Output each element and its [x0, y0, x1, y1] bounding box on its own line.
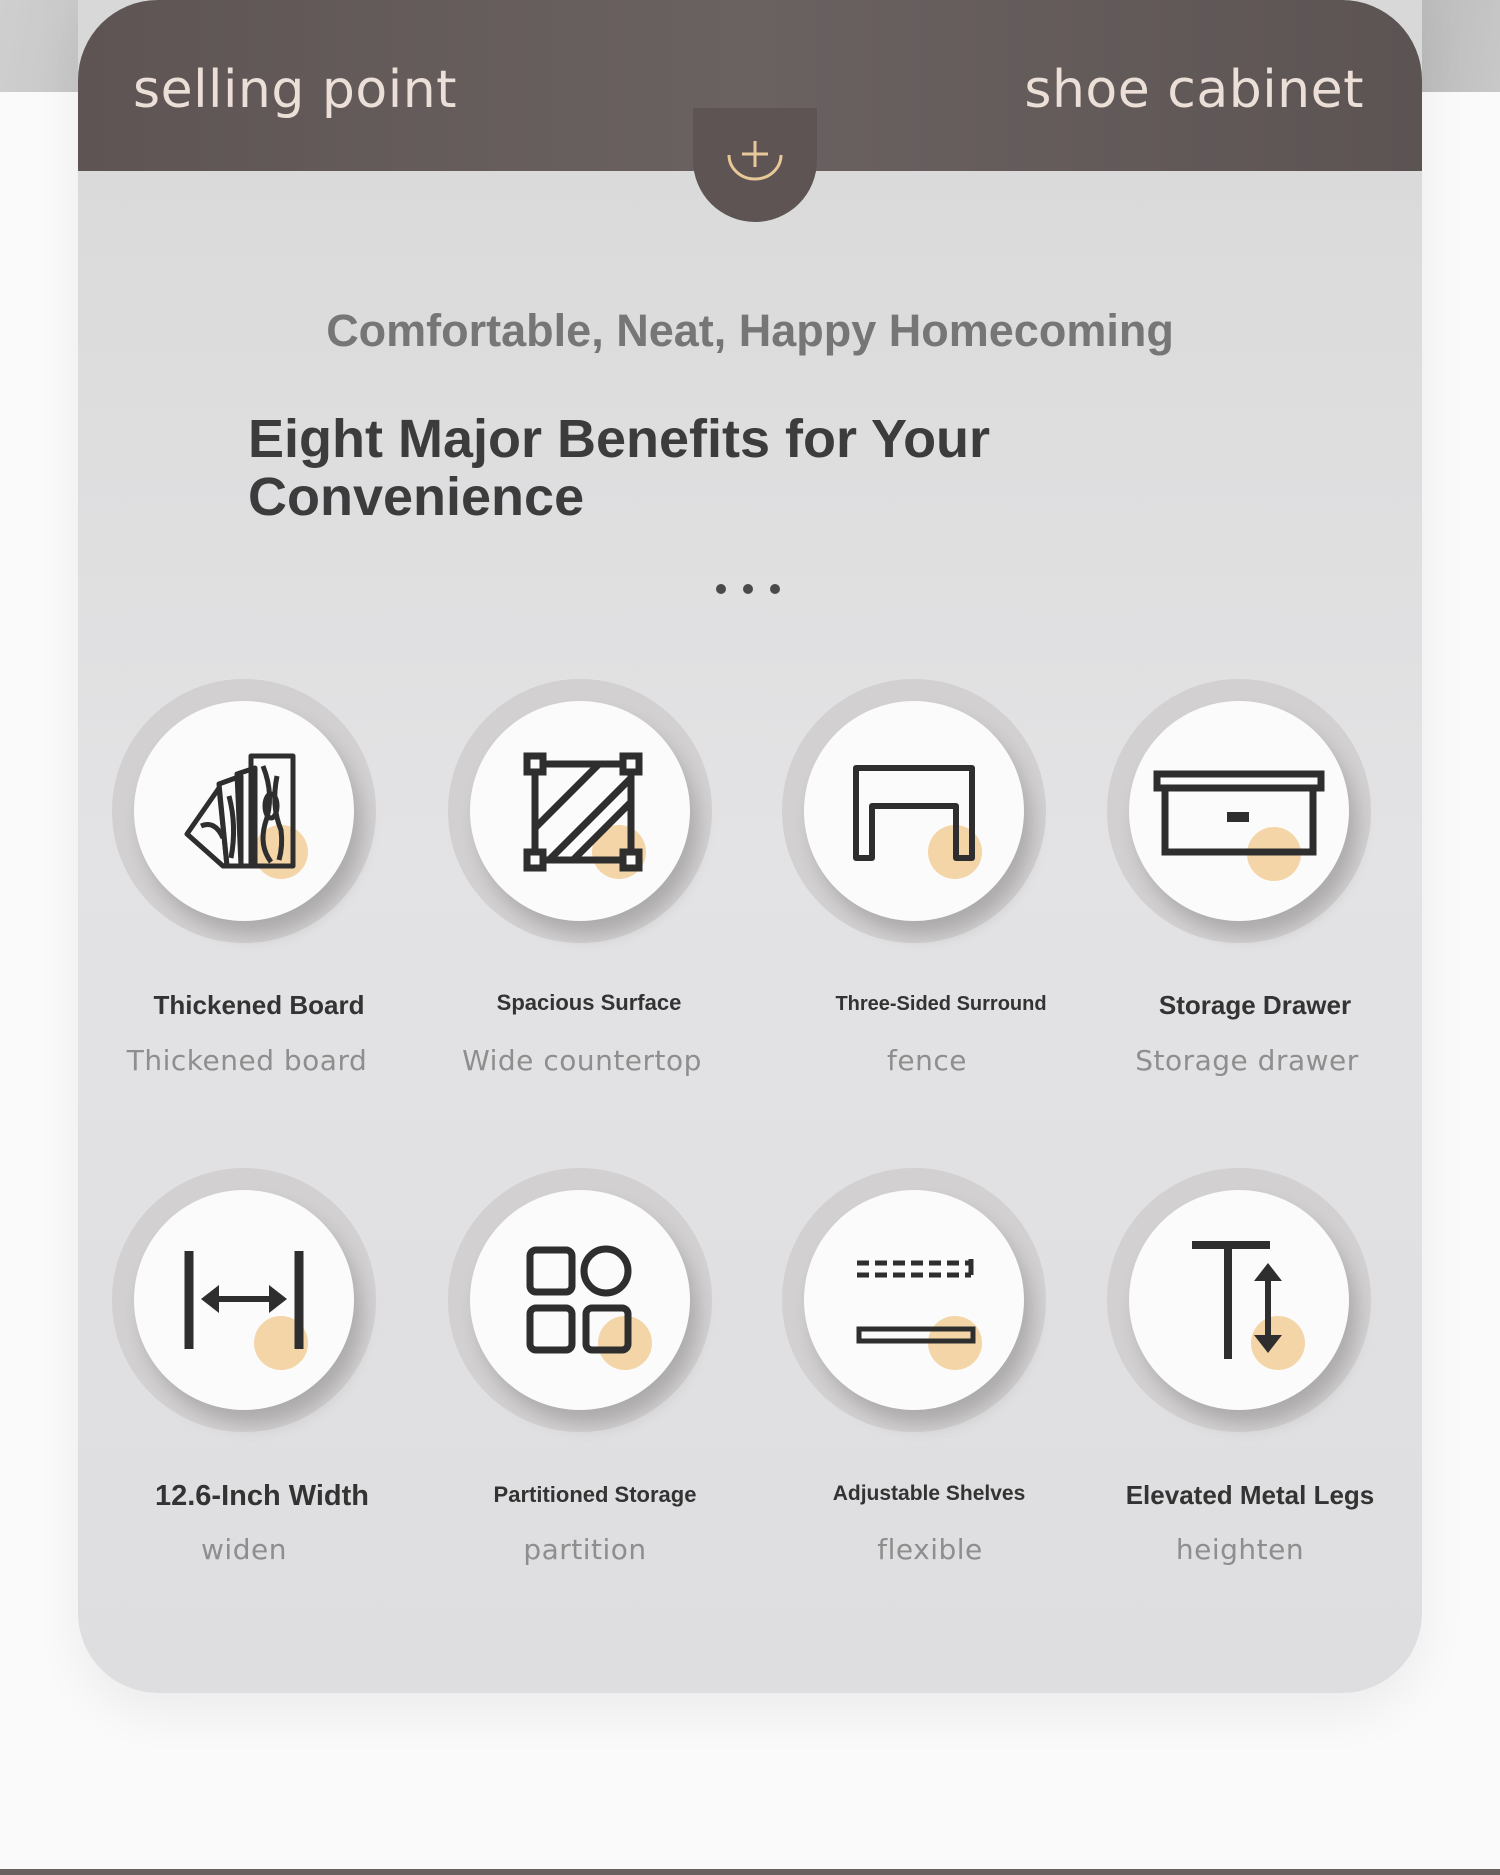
- grid-partition-icon: [520, 1240, 640, 1360]
- feature-badge-adjustable-shelves: [782, 1168, 1046, 1432]
- feature-badge-storage-drawer: [1107, 679, 1371, 943]
- plus-circle-icon: [723, 133, 787, 181]
- feature-title: Three-Sided Surround: [835, 993, 1047, 1015]
- feature-subtitle: heighten: [1175, 1533, 1305, 1566]
- crop-square-icon: [515, 746, 645, 876]
- adjustable-shelf-icon: [849, 1245, 979, 1355]
- header-right-label: shoe cabinet: [1024, 60, 1364, 120]
- bottom-edge: [0, 1869, 1500, 1875]
- height-arrow-icon: [1184, 1235, 1294, 1365]
- feature-badge-partitioned-storage: [448, 1168, 712, 1432]
- divider-dot: [743, 584, 753, 594]
- feature-title: Elevated Metal Legs: [1125, 1480, 1375, 1510]
- feature-badge-width: [112, 1168, 376, 1432]
- feature-title: Spacious Surface: [496, 990, 682, 1015]
- divider-dot: [770, 584, 780, 594]
- drawer-icon: [1149, 756, 1329, 866]
- feature-title: Partitioned Storage: [493, 1482, 697, 1507]
- feature-title: Thickened Board: [153, 990, 365, 1020]
- ellipsis-divider: [716, 584, 780, 594]
- feature-title: 12.6-Inch Width: [154, 1480, 370, 1512]
- feature-subtitle: Thickened board: [126, 1044, 368, 1077]
- feature-subtitle: fence: [887, 1044, 967, 1077]
- feature-subtitle: Wide countertop: [462, 1044, 702, 1077]
- feature-subtitle: widen: [201, 1533, 287, 1566]
- feature-badge-spacious-surface: [448, 679, 712, 943]
- feature-subtitle: partition: [523, 1533, 647, 1566]
- header-left-label: selling point: [133, 60, 458, 120]
- tagline: Comfortable, Neat, Happy Homecoming: [326, 305, 1174, 356]
- three-sided-fence-icon: [844, 746, 984, 876]
- headline: Eight Major Benefits for Your Convenience: [248, 409, 991, 527]
- feature-title: Storage Drawer: [1158, 990, 1352, 1020]
- width-arrow-icon: [179, 1245, 309, 1355]
- feature-subtitle: Storage drawer: [1135, 1044, 1359, 1077]
- feature-badge-elevated-metal-legs: [1107, 1168, 1371, 1432]
- wood-boards-icon: [179, 746, 309, 876]
- feature-subtitle: flexible: [877, 1533, 983, 1566]
- feature-badge-three-sided-surround: [782, 679, 1046, 943]
- divider-dot: [716, 584, 726, 594]
- feature-badge-thickened-board: [112, 679, 376, 943]
- feature-title: Adjustable Shelves: [832, 1482, 1026, 1505]
